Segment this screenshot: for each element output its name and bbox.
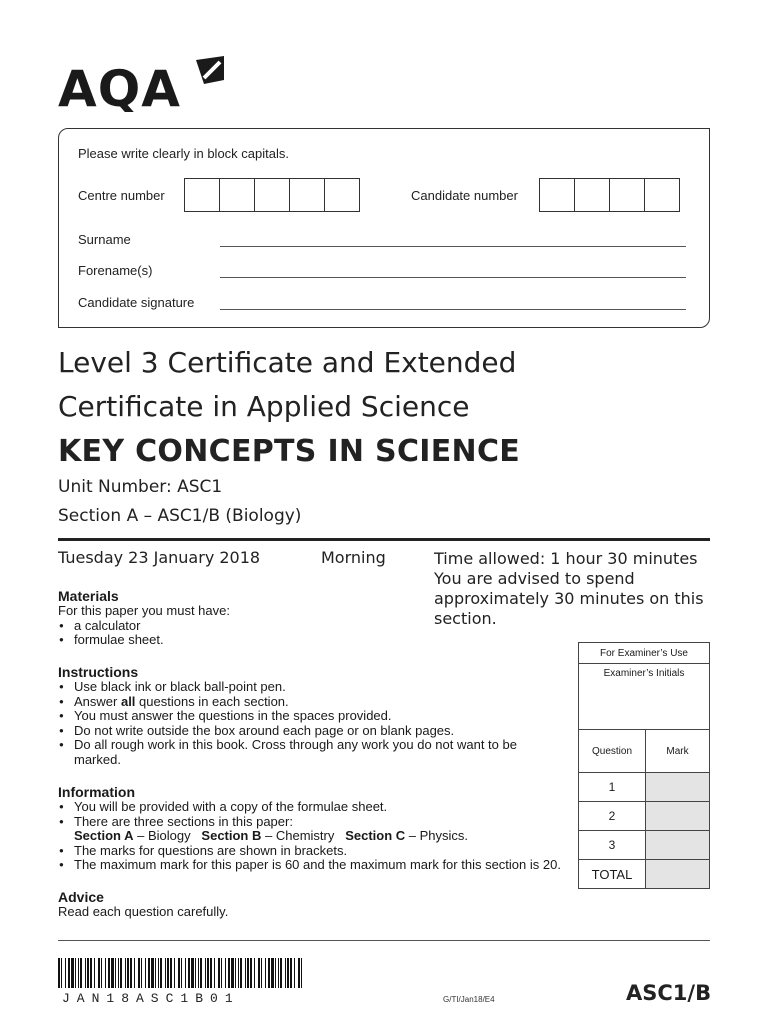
- information-heading: Information: [58, 784, 135, 800]
- barcode-bar: [65, 958, 66, 988]
- barcode-bar: [250, 958, 252, 988]
- document-code: G/TI/Jan18/E4: [443, 995, 495, 1004]
- barcode-bar: [167, 958, 169, 988]
- barcode-bar: [238, 958, 239, 988]
- barcode-bar: [115, 958, 116, 988]
- barcode-bar: [275, 958, 276, 988]
- barcode-bar: [125, 958, 126, 988]
- barcode-bar: [280, 958, 282, 988]
- centre-number-digit[interactable]: [254, 178, 290, 212]
- advice-heading: Advice: [58, 889, 104, 905]
- barcode-bar: [268, 958, 270, 988]
- mark-cell[interactable]: [646, 773, 709, 801]
- surname-label: Surname: [78, 232, 131, 247]
- information-item: ● There are three sections in this paper: Section A – Biology Section B – Chemistry Section C – Physics.: [74, 815, 658, 844]
- question-number: 3: [579, 831, 646, 859]
- barcode-bar: [294, 958, 295, 988]
- barcode-bar: [228, 958, 230, 988]
- barcode-bar: [105, 958, 106, 988]
- barcode-bar: [130, 958, 132, 988]
- barcode-bar: [181, 958, 182, 988]
- instruction-item: ● Answer all questions in each section.: [74, 695, 558, 710]
- materials-item: ● a calculator: [74, 619, 358, 634]
- barcode-bar: [87, 958, 89, 988]
- candidate-number-boxes[interactable]: [540, 178, 680, 212]
- divider-thick: [58, 538, 710, 541]
- barcode-bar: [90, 958, 92, 988]
- aqa-logo: [58, 54, 228, 112]
- centre-number-digit[interactable]: [219, 178, 255, 212]
- barcode-bar: [207, 958, 209, 988]
- centre-number-boxes[interactable]: [185, 178, 360, 212]
- barcode-bar: [138, 958, 140, 988]
- barcode-bar: [108, 958, 110, 988]
- signature-label: Candidate signature: [78, 295, 195, 310]
- question-number: 2: [579, 802, 646, 830]
- barcode: [58, 958, 306, 994]
- total-mark-cell[interactable]: [646, 860, 709, 888]
- barcode-bar: [278, 958, 279, 988]
- advice-section: [58, 889, 228, 920]
- materials-intro: For this paper you must have:: [58, 603, 230, 618]
- centre-number-digit[interactable]: [289, 178, 325, 212]
- question-number: 1: [579, 773, 646, 801]
- signature-field[interactable]: [220, 308, 686, 310]
- barcode-bar: [258, 958, 260, 988]
- information-item: ● The marks for questions are shown in brackets.: [74, 844, 658, 859]
- title-line-2: Certificate in Applied Science: [58, 390, 470, 423]
- barcode-bar: [210, 958, 212, 988]
- surname-field[interactable]: [220, 245, 686, 247]
- forenames-field[interactable]: [220, 276, 686, 278]
- instruction-item: ● Use black ink or black ball-point pen.: [74, 680, 558, 695]
- forenames-label: Forename(s): [78, 263, 153, 278]
- barcode-bar: [120, 958, 122, 988]
- materials-heading: Materials: [58, 588, 119, 604]
- time-allowed: Time allowed: 1 hour 30 minutes: [434, 549, 698, 568]
- barcode-bar: [221, 958, 222, 988]
- exam-date: Tuesday 23 January 2018: [58, 548, 261, 567]
- barcode-bar: [141, 958, 142, 988]
- footer-divider: [58, 940, 710, 941]
- barcode-bar: [98, 958, 100, 988]
- section-title: Section A – ASC1/B (Biology): [58, 506, 302, 526]
- barcode-bar: [254, 958, 255, 988]
- examiner-table-heading: For Examiner’s Use: [579, 643, 709, 664]
- barcode-bar: [235, 958, 236, 988]
- instructions-heading: Instructions: [58, 664, 139, 680]
- column-question: Question: [579, 730, 646, 772]
- barcode-bar: [205, 958, 206, 988]
- centre-number-digit[interactable]: [324, 178, 360, 212]
- examiner-table-header-row: [579, 730, 709, 773]
- total-label: TOTAL: [579, 860, 646, 888]
- barcode-bar: [225, 958, 226, 988]
- barcode-bar: [191, 958, 194, 988]
- barcode-bar: [218, 958, 220, 988]
- candidate-number-digit[interactable]: [644, 178, 680, 212]
- instruction-item: ● Do all rough work in this book. Cross through any work you do not want to be marked.: [74, 738, 558, 767]
- information-item: ● The maximum mark for this paper is 60 and the maximum mark for this section is 20.: [74, 858, 658, 873]
- barcode-bar: [198, 958, 199, 988]
- barcode-bar: [178, 958, 180, 988]
- candidate-number-digit[interactable]: [574, 178, 610, 212]
- advice-text: Read each question carefully.: [58, 904, 229, 919]
- barcode-bar: [155, 958, 156, 988]
- unit-number: Unit Number: ASC1: [58, 477, 223, 497]
- barcode-bar: [85, 958, 86, 988]
- barcode-bar: [287, 958, 289, 988]
- barcode-bar: [195, 958, 196, 988]
- barcode-bar: [231, 958, 234, 988]
- mark-cell[interactable]: [646, 831, 709, 859]
- barcode-bar: [118, 958, 119, 988]
- barcode-bar: [298, 958, 300, 988]
- barcode-bar: [285, 958, 286, 988]
- column-mark: Mark: [666, 745, 689, 757]
- table-row: [579, 773, 709, 802]
- barcode-bar: [111, 958, 114, 988]
- barcode-bar: [188, 958, 190, 988]
- barcode-bar: [265, 958, 266, 988]
- candidate-number-label: Candidate number: [411, 188, 518, 203]
- barcode-bar: [58, 958, 60, 988]
- barcode-bar: [271, 958, 274, 988]
- barcode-bar: [101, 958, 102, 988]
- exam-session: Morning: [321, 548, 386, 567]
- barcode-bar: [174, 958, 175, 988]
- centre-number-label: Centre number: [78, 188, 165, 203]
- barcode-bar: [240, 958, 242, 988]
- table-row: [579, 802, 709, 831]
- barcode-bar: [80, 958, 82, 988]
- barcode-bar: [151, 958, 154, 988]
- barcode-bar: [127, 958, 129, 988]
- total-row: [579, 860, 709, 888]
- materials-section: [58, 588, 358, 648]
- barcode-bar: [301, 958, 302, 988]
- information-section: [58, 784, 658, 873]
- barcode-bar: [261, 958, 262, 988]
- examiner-initials[interactable]: Examiner’s Initials: [579, 664, 709, 730]
- centre-number-digit[interactable]: [184, 178, 220, 212]
- title-subject: KEY CONCEPTS IN SCIENCE: [58, 434, 521, 469]
- instruction-item: ● You must answer the questions in the spaces provided.: [74, 709, 558, 724]
- barcode-bar: [148, 958, 150, 988]
- barcode-bar: [165, 958, 166, 988]
- paper-code: ASC1/B: [626, 981, 712, 1005]
- candidate-number-digit[interactable]: [539, 178, 575, 212]
- barcode-bar: [290, 958, 292, 988]
- examiner-table: [578, 642, 710, 889]
- time-info: [434, 549, 719, 629]
- advised-time: You are advised to spend approximately 30 minutes on this section.: [434, 569, 704, 628]
- table-row: [579, 831, 709, 860]
- barcode-bar: [170, 958, 172, 988]
- barcode-bar: [145, 958, 146, 988]
- barcode-bar: [78, 958, 79, 988]
- barcode-bar: [94, 958, 95, 988]
- barcode-bar: [68, 958, 70, 988]
- barcode-bar: [185, 958, 186, 988]
- candidate-number-digit[interactable]: [609, 178, 645, 212]
- barcode-bar: [200, 958, 202, 988]
- mark-cell[interactable]: [646, 802, 709, 830]
- aqa-logo-text: AQA: [58, 60, 181, 112]
- barcode-bar: [71, 958, 74, 988]
- barcode-bar: [247, 958, 249, 988]
- materials-item: ● formulae sheet.: [74, 633, 358, 648]
- barcode-bar: [214, 958, 215, 988]
- barcode-bar: [134, 958, 135, 988]
- title-line-1: Level 3 Certificate and Extended: [58, 346, 517, 379]
- information-item: ● You will be provided with a copy of the formulae sheet.: [74, 800, 658, 815]
- block-capitals-instruction: Please write clearly in block capitals.: [78, 146, 289, 161]
- barcode-bar: [158, 958, 159, 988]
- instruction-item: ● Do not write outside the box around each page or on blank pages.: [74, 724, 558, 739]
- barcode-bar: [245, 958, 246, 988]
- barcode-bar: [61, 958, 62, 988]
- barcode-text: JAN18ASC1B01: [62, 991, 240, 1006]
- barcode-bar: [160, 958, 162, 988]
- barcode-bar: [75, 958, 76, 988]
- instructions-section: [58, 664, 558, 768]
